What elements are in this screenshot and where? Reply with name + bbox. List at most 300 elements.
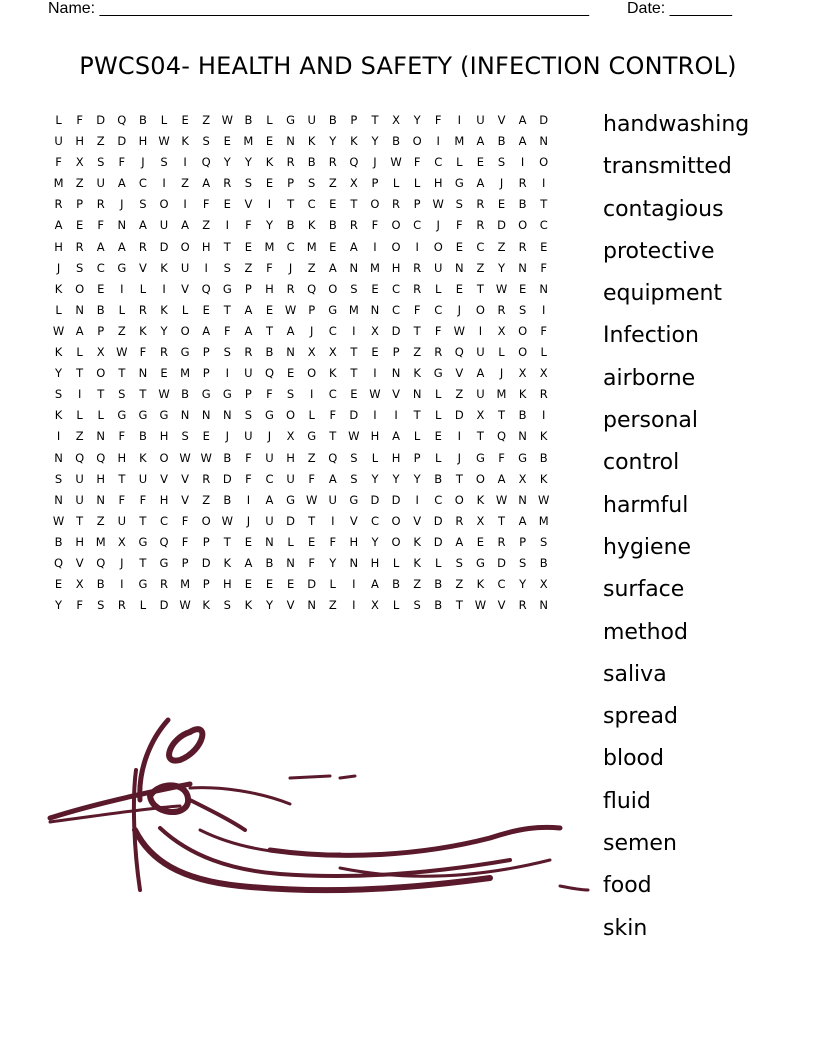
grid-cell: H xyxy=(201,239,211,254)
word-list-item: control xyxy=(603,450,680,476)
grid-cell: C xyxy=(265,471,274,486)
grid-cell: G xyxy=(222,281,232,296)
grid-cell: S xyxy=(350,471,358,486)
word-list-item: saliva xyxy=(603,661,667,687)
grid-cell: F xyxy=(139,345,147,360)
grid-cell: T xyxy=(223,302,231,317)
grid-cell: L xyxy=(413,429,421,444)
grid-cell: P xyxy=(202,366,210,381)
grid-cell: H xyxy=(370,429,380,444)
grid-cell: X xyxy=(476,408,485,423)
grid-cell: V xyxy=(413,513,422,528)
grid-cell: G xyxy=(201,387,211,402)
grid-cell: C xyxy=(392,302,401,317)
grid-cell: C xyxy=(434,302,443,317)
grid-cell: S xyxy=(244,408,253,423)
grid-cell: B xyxy=(244,113,253,127)
grid-cell: T xyxy=(498,513,506,528)
date-field-label: Date: _______ xyxy=(627,0,732,17)
grid-cell: P xyxy=(244,387,252,402)
grid-cell: K xyxy=(160,302,168,317)
grid-cell: Z xyxy=(455,577,464,592)
grid-cell: M xyxy=(95,534,106,549)
grid-cell: X xyxy=(307,345,316,360)
grid-cell: N xyxy=(75,302,84,317)
grid-cell: I xyxy=(77,387,82,402)
grid-cell: L xyxy=(97,408,104,423)
grid-cell: T xyxy=(97,387,105,402)
grid-row xyxy=(48,197,554,218)
grid-cell: Q xyxy=(264,366,275,381)
grid-cell: W xyxy=(52,513,65,528)
grid-cell: H xyxy=(391,450,401,465)
grid-cell: K xyxy=(202,598,210,613)
grid-cell: A xyxy=(244,323,253,338)
grid-cell: N xyxy=(539,281,548,296)
grid-cell: D xyxy=(433,534,443,549)
grid-cell: S xyxy=(350,450,358,465)
grid-cell: R xyxy=(244,345,253,360)
grid-cell: X xyxy=(518,471,527,486)
grid-cell: K xyxy=(307,218,316,233)
grid-cell: K xyxy=(54,281,63,296)
grid-cell: P xyxy=(244,281,252,296)
grid-cell: Z xyxy=(413,345,422,360)
grid-cell: K xyxy=(181,134,189,149)
word-list-item: hygiene xyxy=(603,534,692,560)
grid-cell: W xyxy=(474,598,487,613)
grid-cell: A xyxy=(328,260,337,275)
grid-cell: K xyxy=(413,366,421,381)
grid-cell: G xyxy=(518,450,528,465)
grid-row xyxy=(48,535,554,556)
grid-cell: C xyxy=(413,218,422,233)
grid-cell: U xyxy=(286,471,295,486)
grid-row xyxy=(48,345,554,366)
word-list-item: fluid xyxy=(603,788,651,814)
grid-cell: J xyxy=(499,176,504,191)
grid-cell: N xyxy=(286,555,295,570)
grid-cell: U xyxy=(54,134,63,149)
grid-cell: R xyxy=(476,197,485,212)
grid-cell: K xyxy=(476,492,485,507)
grid-cell: K xyxy=(413,555,421,570)
grid-cell: L xyxy=(371,450,379,465)
grid-cell: E xyxy=(540,239,548,254)
grid-cell: F xyxy=(245,218,252,233)
grid-cell: O xyxy=(180,323,190,338)
grid-cell: K xyxy=(244,598,253,613)
grid-cell: B xyxy=(328,113,337,127)
grid-cell: K xyxy=(160,260,168,275)
grid-cell: C xyxy=(497,577,506,592)
grid-cell: B xyxy=(518,408,527,423)
grid-cell: D xyxy=(497,218,506,233)
grid-cell: B xyxy=(96,302,105,317)
grid-cell: O xyxy=(328,281,338,296)
word-list-item: method xyxy=(603,619,688,645)
grid-cell: Q xyxy=(117,113,127,127)
grid-cell: F xyxy=(76,598,83,613)
grid-cell: T xyxy=(476,281,484,296)
grid-cell: K xyxy=(223,555,232,570)
grid-cell: Y xyxy=(265,598,273,613)
grid-cell: A xyxy=(455,534,464,549)
grid-cell: F xyxy=(245,450,252,465)
grid-cell: S xyxy=(540,534,548,549)
grid-cell: S xyxy=(54,471,63,486)
grid-cell: Z xyxy=(202,113,211,127)
word-list-item: handwashing xyxy=(603,112,750,137)
grid-cell: D xyxy=(497,555,506,570)
grid-cell: X xyxy=(518,366,527,381)
grid-row xyxy=(48,176,554,197)
grid-cell: Z xyxy=(307,260,316,275)
grid-cell: F xyxy=(266,260,273,275)
grid-cell: U xyxy=(244,429,253,444)
grid-cell: T xyxy=(265,323,273,338)
grid-cell: R xyxy=(539,387,548,402)
grid-cell: Z xyxy=(328,598,337,613)
grid-cell: E xyxy=(97,281,105,296)
grid-cell: K xyxy=(139,450,147,465)
word-list-item: airborne xyxy=(603,365,696,391)
grid-cell: B xyxy=(497,134,506,149)
word-list-item: personal xyxy=(603,408,699,434)
grid-cell: A xyxy=(371,577,379,592)
grid-cell: L xyxy=(55,302,62,317)
grid-cell: F xyxy=(118,492,126,507)
grid-cell: K xyxy=(307,134,316,149)
grid-cell: L xyxy=(498,345,505,360)
grid-cell: Q xyxy=(75,450,85,465)
grid-cell: A xyxy=(392,429,400,444)
grid-cell: O xyxy=(201,513,211,528)
grid-cell: I xyxy=(542,176,546,191)
grid-cell: O xyxy=(391,513,401,528)
grid-cell: S xyxy=(497,155,506,170)
grid-cell: A xyxy=(476,134,485,149)
grid-cell: O xyxy=(391,218,401,233)
grid-cell: Q xyxy=(328,450,338,465)
grid-cell: J xyxy=(120,555,124,570)
grid-cell: B xyxy=(392,577,400,592)
grid-cell: M xyxy=(180,577,191,592)
grid-cell: P xyxy=(371,176,379,191)
grid-cell: Q xyxy=(159,534,169,549)
grid-cell: X xyxy=(371,598,379,613)
grid-cell: R xyxy=(518,598,527,613)
grid-cell: H xyxy=(117,450,127,465)
grid-cell: U xyxy=(265,513,274,528)
grid-cell: Z xyxy=(75,429,84,444)
grid-cell: G xyxy=(475,450,485,465)
grid-cell: H xyxy=(222,577,232,592)
grid-cell: R xyxy=(75,239,84,254)
grid-cell: Z xyxy=(497,239,506,254)
grid-cell: N xyxy=(412,387,422,402)
grid-cell: D xyxy=(159,239,169,254)
grid-cell: T xyxy=(350,345,358,360)
grid-cell: I xyxy=(352,598,356,613)
grid-cell: Z xyxy=(307,450,316,465)
grid-cell: R xyxy=(328,155,337,170)
grid-cell: M xyxy=(538,513,549,528)
grid-cell: X xyxy=(539,366,548,381)
grid-cell: H xyxy=(75,134,84,149)
grid-cell: E xyxy=(265,176,274,191)
grid-cell: C xyxy=(434,492,443,507)
grid-cell: K xyxy=(139,323,147,338)
grid-cell: M xyxy=(496,387,507,402)
grid-cell: D xyxy=(307,577,317,592)
grid-cell: U xyxy=(476,113,485,127)
grid-cell: L xyxy=(435,450,442,465)
grid-cell: L xyxy=(435,408,442,423)
grid-cell: M xyxy=(348,302,359,317)
grid-cell: I xyxy=(183,155,187,170)
grid-cell: L xyxy=(392,176,400,191)
word-list-item: protective xyxy=(603,238,715,264)
grid-cell: S xyxy=(202,134,210,149)
grid-cell: S xyxy=(75,260,84,275)
grid-cell: K xyxy=(518,387,527,402)
grid-cell: P xyxy=(413,450,421,465)
grid-cell: V xyxy=(181,471,190,486)
grid-cell: E xyxy=(244,577,253,592)
grid-cell: D xyxy=(539,113,549,127)
grid-row xyxy=(48,387,554,408)
grid-cell: Q xyxy=(307,281,317,296)
grid-cell: T xyxy=(287,197,295,212)
grid-cell: I xyxy=(352,577,356,592)
grid-cell: V xyxy=(181,492,190,507)
grid-cell: R xyxy=(349,218,358,233)
grid-cell: Y xyxy=(413,471,421,486)
grid-cell: S xyxy=(223,260,231,275)
grid-cell: X xyxy=(349,176,358,191)
grid-cell: T xyxy=(76,366,84,381)
grid-cell: U xyxy=(307,113,316,127)
grid-cell: H xyxy=(286,450,295,465)
grid-cell: T xyxy=(371,113,379,127)
grid-cell: K xyxy=(265,155,274,170)
grid-row xyxy=(48,408,554,429)
grid-cell: L xyxy=(160,113,168,127)
grid-cell: G xyxy=(222,387,232,402)
grid-cell: E xyxy=(308,534,316,549)
grid-cell: P xyxy=(181,555,189,570)
grid-cell: F xyxy=(181,534,189,549)
grid-cell: S xyxy=(118,387,126,402)
page-title: PWCS04- HEALTH AND SAFETY (INFECTION CONTROL) xyxy=(79,52,737,80)
grid-cell: F xyxy=(223,323,231,338)
grid-cell: O xyxy=(412,134,422,149)
grid-cell: B xyxy=(138,429,147,444)
grid-cell: H xyxy=(159,492,169,507)
grid-cell: Z xyxy=(96,513,105,528)
grid-cell: D xyxy=(117,134,127,149)
grid-cell: I xyxy=(56,429,61,444)
word-list-item: harmful xyxy=(603,492,689,518)
grid-cell: G xyxy=(138,408,148,423)
grid-cell: L xyxy=(76,345,83,360)
grid-cell: A xyxy=(117,176,126,191)
grid-cell: R xyxy=(117,598,126,613)
grid-cell: T xyxy=(455,471,463,486)
grid-cell: N xyxy=(138,366,148,381)
grid-cell: L xyxy=(413,176,421,191)
grid-cell: R xyxy=(202,471,211,486)
grid-cell: E xyxy=(76,218,84,233)
grid-cell: X xyxy=(371,323,379,338)
grid-cell: I xyxy=(225,218,229,233)
grid-cell: B xyxy=(265,555,274,570)
grid-cell: A xyxy=(476,176,485,191)
grid-cell: P xyxy=(202,534,210,549)
grid-cell: E xyxy=(244,239,253,254)
grid-cell: B xyxy=(539,450,548,465)
grid-cell: M xyxy=(306,239,317,254)
grid-cell: X xyxy=(497,323,506,338)
grid-cell: L xyxy=(329,577,336,592)
grid-cell: W xyxy=(221,513,233,528)
grid-cell: S xyxy=(97,155,105,170)
grid-cell: B xyxy=(223,492,232,507)
grid-cell: W xyxy=(158,134,170,149)
grid-cell: T xyxy=(329,429,337,444)
grid-cell: H xyxy=(265,281,274,296)
grid-cell: G xyxy=(159,408,169,423)
grid-cell: F xyxy=(434,323,442,338)
grid-cell: J xyxy=(499,366,504,381)
grid-cell: L xyxy=(540,345,547,360)
grid-cell: S xyxy=(350,281,358,296)
grid-cell: S xyxy=(97,598,105,613)
grid-cell: A xyxy=(265,492,274,507)
grid-cell: T xyxy=(413,323,421,338)
grid-cell: O xyxy=(475,471,485,486)
grid-cell: W xyxy=(453,323,466,338)
grid-cell: B xyxy=(96,577,105,592)
grid-cell: P xyxy=(287,176,295,191)
grid-cell: E xyxy=(160,366,168,381)
grid-cell: H xyxy=(349,534,359,549)
grid-cell: L xyxy=(435,555,442,570)
grid-cell: A xyxy=(328,471,337,486)
grid-cell: D xyxy=(96,113,106,127)
grid-cell: I xyxy=(120,281,124,296)
grid-cell: G xyxy=(349,492,359,507)
grid-cell: H xyxy=(75,534,84,549)
grid-cell: C xyxy=(370,513,379,528)
grid-cell: U xyxy=(265,450,274,465)
grid-cell: P xyxy=(413,197,421,212)
grid-cell: Y xyxy=(371,534,379,549)
grid-cell: J xyxy=(373,155,377,170)
grid-cell: J xyxy=(120,197,124,212)
grid-cell: Y xyxy=(371,471,379,486)
grid-cell: T xyxy=(118,471,126,486)
grid-cell: G xyxy=(117,260,127,275)
grid-cell: B xyxy=(392,134,400,149)
grid-cell: R xyxy=(223,176,232,191)
grid-cell: W xyxy=(221,113,233,127)
grid-cell: T xyxy=(139,387,147,402)
grid-cell: L xyxy=(118,302,126,317)
grid-cell: C xyxy=(286,239,295,254)
grid-cell: A xyxy=(497,471,506,486)
name-field-label: Name: _______________________________________________________ xyxy=(48,0,589,17)
grid-cell: M xyxy=(243,134,254,149)
grid-cell: N xyxy=(54,450,63,465)
grid-cell: A xyxy=(349,239,358,254)
grid-cell: E xyxy=(350,387,358,402)
grid-cell: N xyxy=(539,598,548,613)
grid-row xyxy=(48,218,554,239)
grid-cell: O xyxy=(96,366,106,381)
grid-cell: I xyxy=(162,281,166,296)
grid-cell: M xyxy=(369,260,380,275)
grid-cell: V xyxy=(181,281,190,296)
grid-cell: R xyxy=(497,534,506,549)
grid-cell: N xyxy=(265,534,274,549)
grid-cell: C xyxy=(328,387,337,402)
grid-cell: E xyxy=(202,302,210,317)
grid-cell: T xyxy=(413,408,421,423)
grid-cell: Y xyxy=(392,471,400,486)
word-list-item: spread xyxy=(603,704,678,730)
grid-cell: V xyxy=(455,366,464,381)
grid-cell: G xyxy=(265,408,274,423)
grid-cell: W xyxy=(179,450,191,465)
grid-row xyxy=(48,472,554,493)
grid-cell: Z xyxy=(244,260,253,275)
grid-cell: I xyxy=(331,513,335,528)
grid-cell: Y xyxy=(265,218,273,233)
grid-cell: N xyxy=(518,429,527,444)
grid-cell: O xyxy=(539,155,549,170)
grid-cell: A xyxy=(75,323,84,338)
grid-cell: Z xyxy=(96,134,105,149)
grid-cell: H xyxy=(370,555,380,570)
grid-cell: E xyxy=(244,534,253,549)
grid-cell: J xyxy=(225,429,229,444)
grid-cell: N xyxy=(286,134,295,149)
grid-cell: Y xyxy=(498,260,506,275)
grid-cell: V xyxy=(349,513,358,528)
grid-cell: T xyxy=(350,197,358,212)
grid-cell: F xyxy=(456,218,463,233)
grid-cell: Y xyxy=(223,155,231,170)
grid-cell: I xyxy=(478,323,483,338)
grid-cell: O xyxy=(518,323,528,338)
grid-cell: N xyxy=(370,302,380,317)
grid-cell: B xyxy=(265,345,274,360)
grid-cell: U xyxy=(75,471,84,486)
grid-cell: J xyxy=(457,450,462,465)
grid-cell: C xyxy=(434,155,443,170)
grid-cell: S xyxy=(455,197,463,212)
grid-cell: R xyxy=(160,577,169,592)
grid-cell: N xyxy=(54,492,63,507)
grid-cell: W xyxy=(495,492,508,507)
grid-cell: Q xyxy=(496,429,507,444)
grid-cell: S xyxy=(54,387,63,402)
grid-cell: G xyxy=(475,555,485,570)
grid-cell: T xyxy=(223,534,231,549)
grid-cell: T xyxy=(498,408,506,423)
